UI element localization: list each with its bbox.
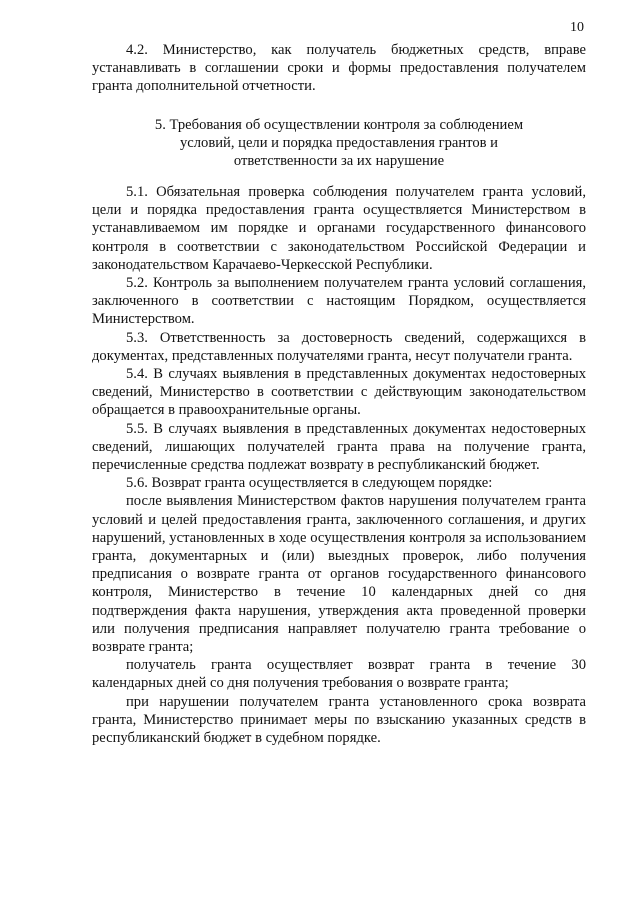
clause-5-5-paragraph: 5.5. В случаях выявления в представленных документах недостоверных сведений, лишающих получателей гранта права на получение гранта, перечисленные средства подлежат возврату в республиканский бюджет.	[92, 420, 586, 474]
section-5-heading	[92, 116, 586, 171]
clause-5-2-paragraph: 5.2. Контроль за выполнением получателем гранта условий соглашения, заключенного в соответствии с настоящим Порядком, осуществляется Министерством.	[92, 275, 586, 328]
clause-5-6-paragraph: 5.6. Возврат гранта осуществляется в следующем порядке:	[126, 475, 493, 492]
clause-4-2-block	[92, 41, 586, 96]
clause-5-6-step-3-paragraph: при нарушении получателем гранта установленного срока возврата гранта, Министерство принимает меры по взысканию указанных средств в республиканский бюджет в судебном порядке.	[92, 693, 586, 747]
clause-5-6-step-1-paragraph: после выявления Министерством фактов нарушения получателем гранта условий и целей предоставления гранта, заключенного соглашения, и других нарушений, установленных в ходе осуществления контроля за использованием гранта, документарных и (или) выездных проверок, либо получения предписания о возврате гранта от органов государственного финансового контроля, Министерство в течение 10 календарных дней со дня подтверждения факта нарушения, утверждения акта проведенной проверки или получения предписания направляет получателю гранта требование о возврате гранта;	[92, 493, 586, 656]
section-5-heading-line-2: условий, цели и порядка предоставления грантов и	[179, 135, 498, 152]
clause-5-3-paragraph: 5.3. Ответственность за достоверность сведений, содержащихся в документах, представленных получателями гранта, несут получатели гранта.	[92, 329, 586, 364]
section-5-body	[92, 183, 586, 747]
clause-5-6-step-2-paragraph: получатель гранта осуществляет возврат гранта в течение 30 календарных дней со дня получения требования о возврате гранта;	[92, 657, 586, 692]
clause-5-1-paragraph: 5.1. Обязательная проверка соблюдения получателем гранта условий, цели и порядка предоставления гранта осуществляется Министерством в устанавливаемом им порядке и органами государственного финансового контроля в соответствии с законодательством Российской Федерации и законодательством Карачаево-Черкесской Республики.	[92, 184, 586, 273]
page-number: 10	[570, 20, 584, 35]
section-5-heading-line-1: 5. Требования об осуществлении контроля за соблюдением	[154, 117, 524, 133]
section-5-heading-line-3: ответственности за их нарушение	[233, 153, 445, 170]
clause-4-2-paragraph: 4.2. Министерство, как получатель бюджетных средств, вправе устанавливать в соглашении сроки и формы предоставления получателем гранта дополнительной отчетности.	[92, 42, 586, 95]
clause-5-4-paragraph: 5.4. В случаях выявления в представленных документах недостоверных сведений, Министерство в соответствии с действующим законодательством обращается в правоохранительные органы.	[92, 366, 586, 419]
